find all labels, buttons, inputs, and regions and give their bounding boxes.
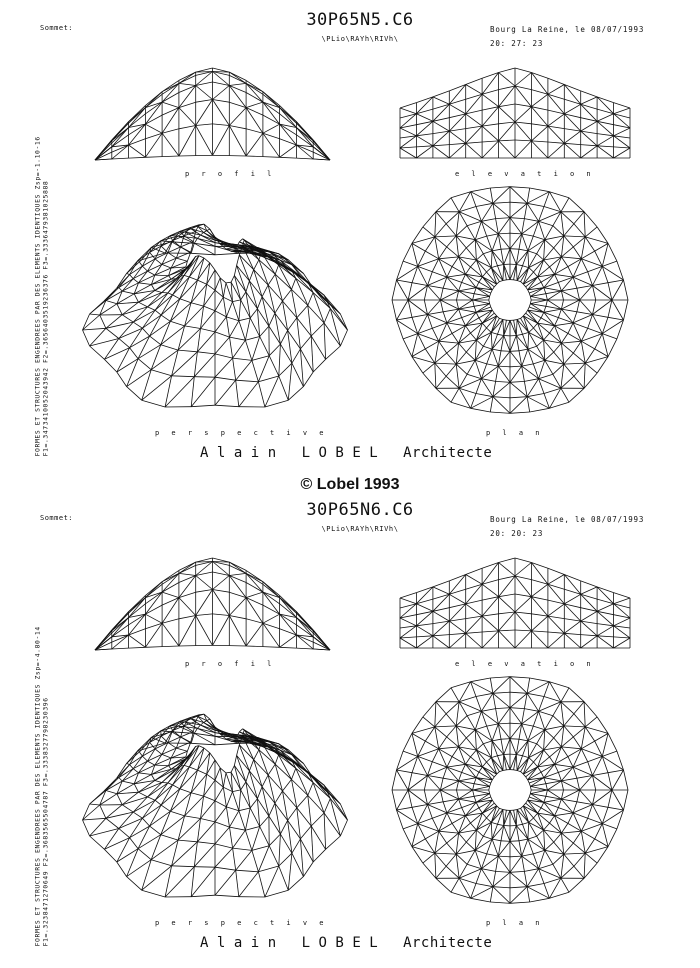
plan-label: p l a n <box>486 429 544 437</box>
perspective-label: p e r s p e c t i v e <box>155 429 328 437</box>
architect-name: Alain LOBEL <box>200 445 386 461</box>
wireframe-drawings <box>0 0 700 478</box>
wireframe-drawings <box>0 490 700 968</box>
drawing-sheet-2 <box>0 490 700 968</box>
side-caption-line-1: FORMES ET STRUCTURES ENGENDREES PAR DES ELEMENTS IDENTIQUES Zsp=-4.80-14 <box>34 526 42 946</box>
side-caption-line-2: F1=.3473410052043942 F2=.3656403519236376 F3=.3336479381025888 <box>42 36 50 456</box>
architect-signature <box>200 935 492 951</box>
perspective-label: p e r s p e c t i v e <box>155 919 328 927</box>
file-code: 30P65N5.C6 <box>300 10 420 30</box>
plan-wireframe <box>392 187 628 414</box>
plan-label: p l a n <box>486 919 544 927</box>
plan-wireframe <box>392 677 628 904</box>
architect-signature <box>200 445 492 461</box>
perspective-wireframe <box>83 224 348 407</box>
elevation-wireframe <box>400 68 630 158</box>
side-caption <box>34 526 51 946</box>
side-caption-line-1: FORMES ET STRUCTURES ENGENDREES PAR DES ELEMENTS IDENTIQUES Zsp=-1.10-16 <box>34 36 42 456</box>
side-caption-line-2: F1=.3238471270649 F2=.3683565504787 F3=.3338327798230396 <box>42 526 50 946</box>
place-date: Bourg La Reine, le 08/07/1993 <box>490 25 644 34</box>
profil-label: p r o f i l <box>185 660 275 668</box>
profil-wireframe <box>95 68 330 160</box>
time-stamp: 20: 27: 23 <box>490 39 543 48</box>
time-stamp: 20: 20: 23 <box>490 529 543 538</box>
side-caption <box>34 36 51 456</box>
copyright-caption: © Lobel 1993 <box>0 476 700 494</box>
file-path: \PLio\RAYh\RIVh\ <box>300 35 420 43</box>
profil-wireframe <box>95 558 330 650</box>
elevation-label: e l e v a t i o n <box>455 170 595 178</box>
drawing-sheet-1 <box>0 0 700 478</box>
file-path: \PLio\RAYh\RIVh\ <box>300 525 420 533</box>
architect-title: Architecte <box>403 935 492 951</box>
perspective-wireframe <box>83 714 348 897</box>
elevation-label: e l e v a t i o n <box>455 660 595 668</box>
sommet-label: Sommet: <box>40 514 73 522</box>
architect-name: Alain LOBEL <box>200 935 386 951</box>
file-code: 30P65N6.C6 <box>300 500 420 520</box>
profil-label: p r o f i l <box>185 170 275 178</box>
elevation-wireframe <box>400 558 630 648</box>
place-date: Bourg La Reine, le 08/07/1993 <box>490 515 644 524</box>
architect-title: Architecte <box>403 445 492 461</box>
sommet-label: Sommet: <box>40 24 73 32</box>
